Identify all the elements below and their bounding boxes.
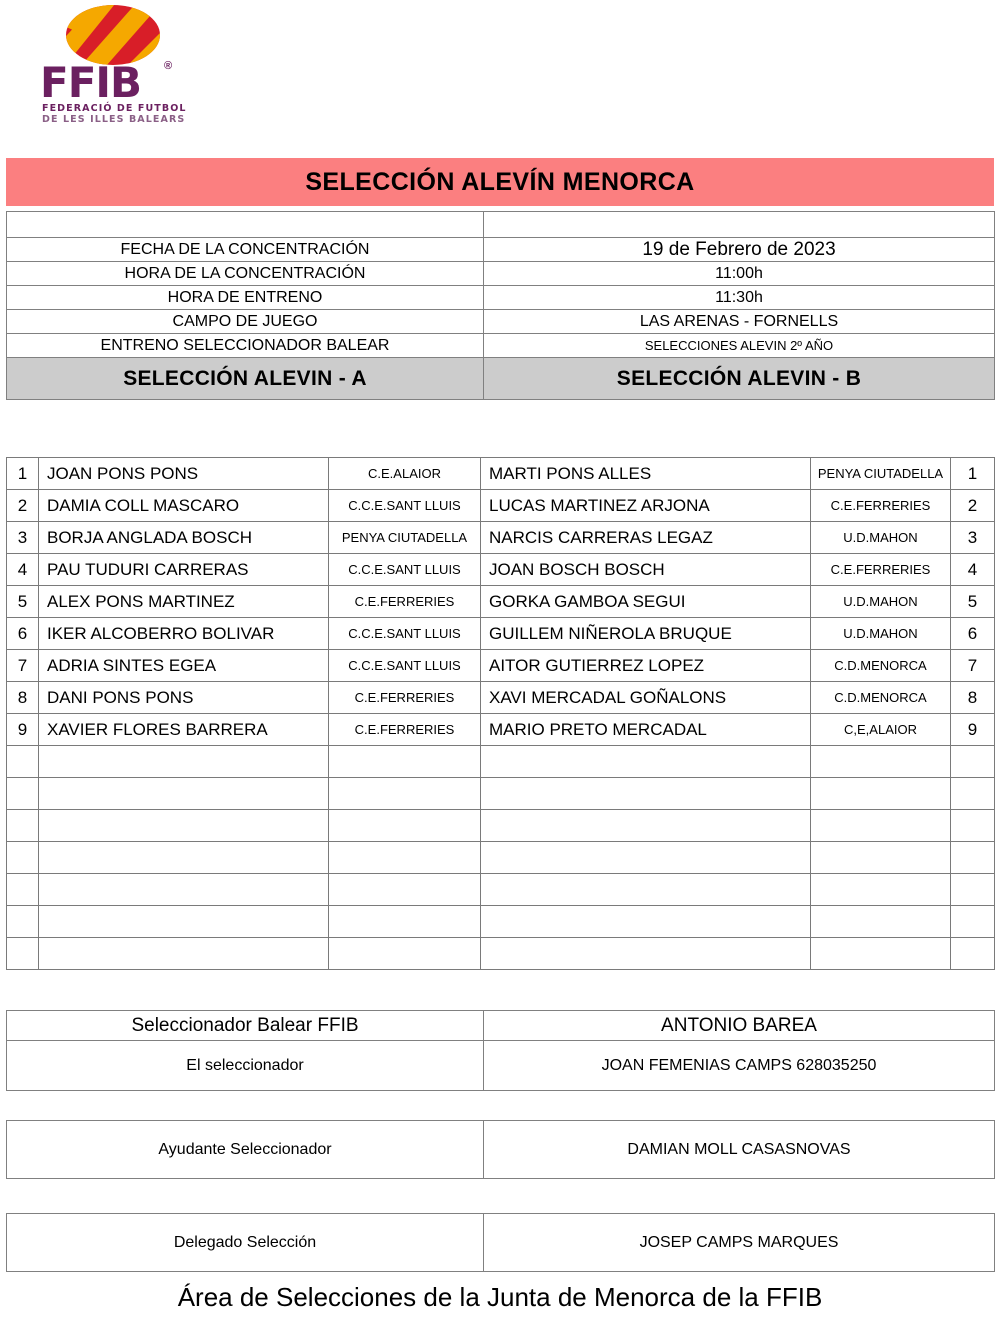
roster-number-a-9 [7,746,39,778]
roster-player-a-2: BORJA ANGLADA BOSCH [39,522,329,554]
ffib-wordmark: FFIB [40,58,142,107]
roster-player-a-9 [39,746,329,778]
info-label-hora-concentracion: HORA DE LA CONCENTRACIÓN [7,262,484,286]
roster-club-b-11 [811,810,951,842]
info-label-campo: CAMPO DE JUEGO [7,310,484,334]
roster-player-a-5: IKER ALCOBERRO BOLIVAR [39,618,329,650]
roster-club-a-3: C.C.E.SANT LLUIS [329,554,481,586]
roster-number-a-13 [7,874,39,906]
spacer-cell-left [7,212,484,238]
table-row [7,650,995,682]
roster-player-a-12 [39,842,329,874]
page-title: SELECCIÓN ALEVÍN MENORCA [6,158,994,206]
roster-player-b-11 [481,810,811,842]
roster-number-b-13 [951,874,995,906]
team-headers-row [7,358,995,400]
roster-number-a-11 [7,810,39,842]
table-row [7,1041,995,1091]
roster-number-a-6: 7 [7,650,39,682]
roster-number-b-11 [951,810,995,842]
roster-club-b-8: C,E,ALAIOR [811,714,951,746]
roster-club-a-6: C.C.E.SANT LLUIS [329,650,481,682]
roster-number-b-7: 8 [951,682,995,714]
info-value-entreno-seleccionador: SELECCIONES ALEVIN 2º AÑO [484,334,995,358]
sig-label-el-seleccionador: El seleccionador [7,1041,484,1091]
sig-value-delegado: JOSEP CAMPS MARQUES [484,1214,995,1272]
roster-number-a-1: 2 [7,490,39,522]
sig-value-el-seleccionador: JOAN FEMENIAS CAMPS 628035250 [484,1041,995,1091]
roster-club-b-10 [811,778,951,810]
roster-club-b-12 [811,842,951,874]
roster-club-b-7: C.D.MENORCA [811,682,951,714]
roster-club-b-4: U.D.MAHON [811,586,951,618]
roster-player-b-8: MARIO PRETO MERCADAL [481,714,811,746]
roster-number-a-3: 4 [7,554,39,586]
registered-mark-icon: ® [164,60,173,72]
roster-number-a-0: 1 [7,458,39,490]
table-row [7,778,995,810]
table-row [7,682,995,714]
roster-club-a-11 [329,810,481,842]
table-row [7,238,995,262]
roster-number-a-15 [7,938,39,970]
roster-player-b-4: GORKA GAMBOA SEGUI [481,586,811,618]
roster-number-a-5: 6 [7,618,39,650]
roster-player-b-9 [481,746,811,778]
info-value-hora-concentracion: 11:00h [484,262,995,286]
roster-player-b-15 [481,938,811,970]
concentration-info-table [6,211,995,400]
roster-player-a-15 [39,938,329,970]
roster-number-b-12 [951,842,995,874]
roster-club-b-1: C.E.FERRERIES [811,490,951,522]
roster-number-a-4: 5 [7,586,39,618]
roster-club-b-6: C.D.MENORCA [811,650,951,682]
roster-player-a-10 [39,778,329,810]
info-label-fecha: FECHA DE LA CONCENTRACIÓN [7,238,484,262]
roster-number-b-10 [951,778,995,810]
spacer-cell-right [484,212,995,238]
table-row [7,310,995,334]
table-row [7,842,995,874]
roster-club-a-1: C.C.E.SANT LLUIS [329,490,481,522]
roster-number-a-7: 8 [7,682,39,714]
info-value-fecha: 19 de Febrero de 2023 [484,238,995,262]
info-label-entreno-seleccionador: ENTRENO SELECCIONADOR BALEAR [7,334,484,358]
roster-club-a-13 [329,874,481,906]
roster-player-a-11 [39,810,329,842]
roster-club-a-2: PENYA CIUTADELLA [329,522,481,554]
roster-player-b-14 [481,906,811,938]
info-value-campo: LAS ARENAS - FORNELLS [484,310,995,334]
sig-label-ayudante: Ayudante Seleccionador [7,1121,484,1179]
roster-club-a-10 [329,778,481,810]
roster-player-a-6: ADRIA SINTES EGEA [39,650,329,682]
sig-value-seleccionador-balear: ANTONIO BAREA [484,1011,995,1041]
roster-club-b-14 [811,906,951,938]
table-row [7,1011,995,1041]
signature-block-ayudante [6,1120,995,1179]
roster-club-b-13 [811,874,951,906]
roster-number-b-14 [951,906,995,938]
info-label-hora-entreno: HORA DE ENTRENO [7,286,484,310]
table-row [7,490,995,522]
table-row-spacer [7,212,995,238]
roster-player-b-5: GUILLEM NIÑEROLA BRUQUE [481,618,811,650]
roster-player-a-0: JOAN PONS PONS [39,458,329,490]
roster-player-b-0: MARTI PONS ALLES [481,458,811,490]
roster-number-a-10 [7,778,39,810]
roster-number-b-1: 2 [951,490,995,522]
table-row [7,286,995,310]
roster-club-a-15 [329,938,481,970]
roster-player-a-13 [39,874,329,906]
roster-club-a-4: C.E.FERRERIES [329,586,481,618]
roster-number-b-9 [951,746,995,778]
team-header-a: SELECCIÓN ALEVIN - A [7,358,484,400]
ffib-logo [40,4,200,126]
roster-club-b-5: U.D.MAHON [811,618,951,650]
roster-player-b-12 [481,842,811,874]
roster-player-b-10 [481,778,811,810]
table-row [7,262,995,286]
table-row [7,586,995,618]
roster-club-a-14 [329,906,481,938]
roster-club-b-0: PENYA CIUTADELLA [811,458,951,490]
roster-number-b-2: 3 [951,522,995,554]
table-row [7,554,995,586]
roster-number-a-8: 9 [7,714,39,746]
table-row [7,746,995,778]
roster-club-b-2: U.D.MAHON [811,522,951,554]
table-row [7,1121,995,1179]
roster-club-a-12 [329,842,481,874]
roster-number-b-6: 7 [951,650,995,682]
roster-club-a-0: C.E.ALAIOR [329,458,481,490]
ffib-ball-icon [63,4,163,66]
roster-player-b-2: NARCIS CARRERAS LEGAZ [481,522,811,554]
table-row [7,1214,995,1272]
info-value-hora-entreno: 11:30h [484,286,995,310]
sig-label-seleccionador-balear: Seleccionador Balear FFIB [7,1011,484,1041]
roster-club-a-7: C.E.FERRERIES [329,682,481,714]
roster-club-a-5: C.C.E.SANT LLUIS [329,618,481,650]
roster-player-b-3: JOAN BOSCH BOSCH [481,554,811,586]
roster-player-a-14 [39,906,329,938]
table-row [7,618,995,650]
roster-player-a-4: ALEX PONS MARTINEZ [39,586,329,618]
roster-number-a-12 [7,842,39,874]
roster-player-a-3: PAU TUDURI CARRERAS [39,554,329,586]
table-row [7,458,995,490]
table-row [7,906,995,938]
logo-subtitle-line2: DE LES ILLES BALEARS [42,114,186,125]
signature-block-delegado [6,1213,995,1272]
roster-player-b-13 [481,874,811,906]
table-row [7,810,995,842]
roster-number-b-15 [951,938,995,970]
roster-player-a-7: DANI PONS PONS [39,682,329,714]
roster-player-b-6: AITOR GUTIERREZ LOPEZ [481,650,811,682]
sig-value-ayudante: DAMIAN MOLL CASASNOVAS [484,1121,995,1179]
roster-club-b-15 [811,938,951,970]
roster-number-b-8: 9 [951,714,995,746]
table-row [7,522,995,554]
roster-number-a-2: 3 [7,522,39,554]
sig-label-delegado: Delegado Selección [7,1214,484,1272]
roster-player-b-7: XAVI MERCADAL GOÑALONS [481,682,811,714]
signature-block-seleccionador [6,1010,995,1091]
logo-subtitle-line1: FEDERACIÓ DE FUTBOL [42,103,187,114]
roster-player-a-1: DAMIA COLL MASCARO [39,490,329,522]
roster-table [6,457,995,970]
roster-number-a-14 [7,906,39,938]
table-row [7,874,995,906]
roster-club-b-3: C.E.FERRERIES [811,554,951,586]
roster-number-b-3: 4 [951,554,995,586]
table-row [7,938,995,970]
team-header-b: SELECCIÓN ALEVIN - B [484,358,995,400]
roster-player-a-8: XAVIER FLORES BARRERA [39,714,329,746]
roster-club-a-8: C.E.FERRERIES [329,714,481,746]
roster-number-b-5: 6 [951,618,995,650]
roster-club-b-9 [811,746,951,778]
footer-note: Área de Selecciones de la Junta de Menorca de la FFIB [177,1282,823,1312]
roster-number-b-4: 5 [951,586,995,618]
roster-number-b-0: 1 [951,458,995,490]
roster-club-a-9 [329,746,481,778]
table-row [7,714,995,746]
table-row [7,334,995,358]
roster-player-b-1: LUCAS MARTINEZ ARJONA [481,490,811,522]
